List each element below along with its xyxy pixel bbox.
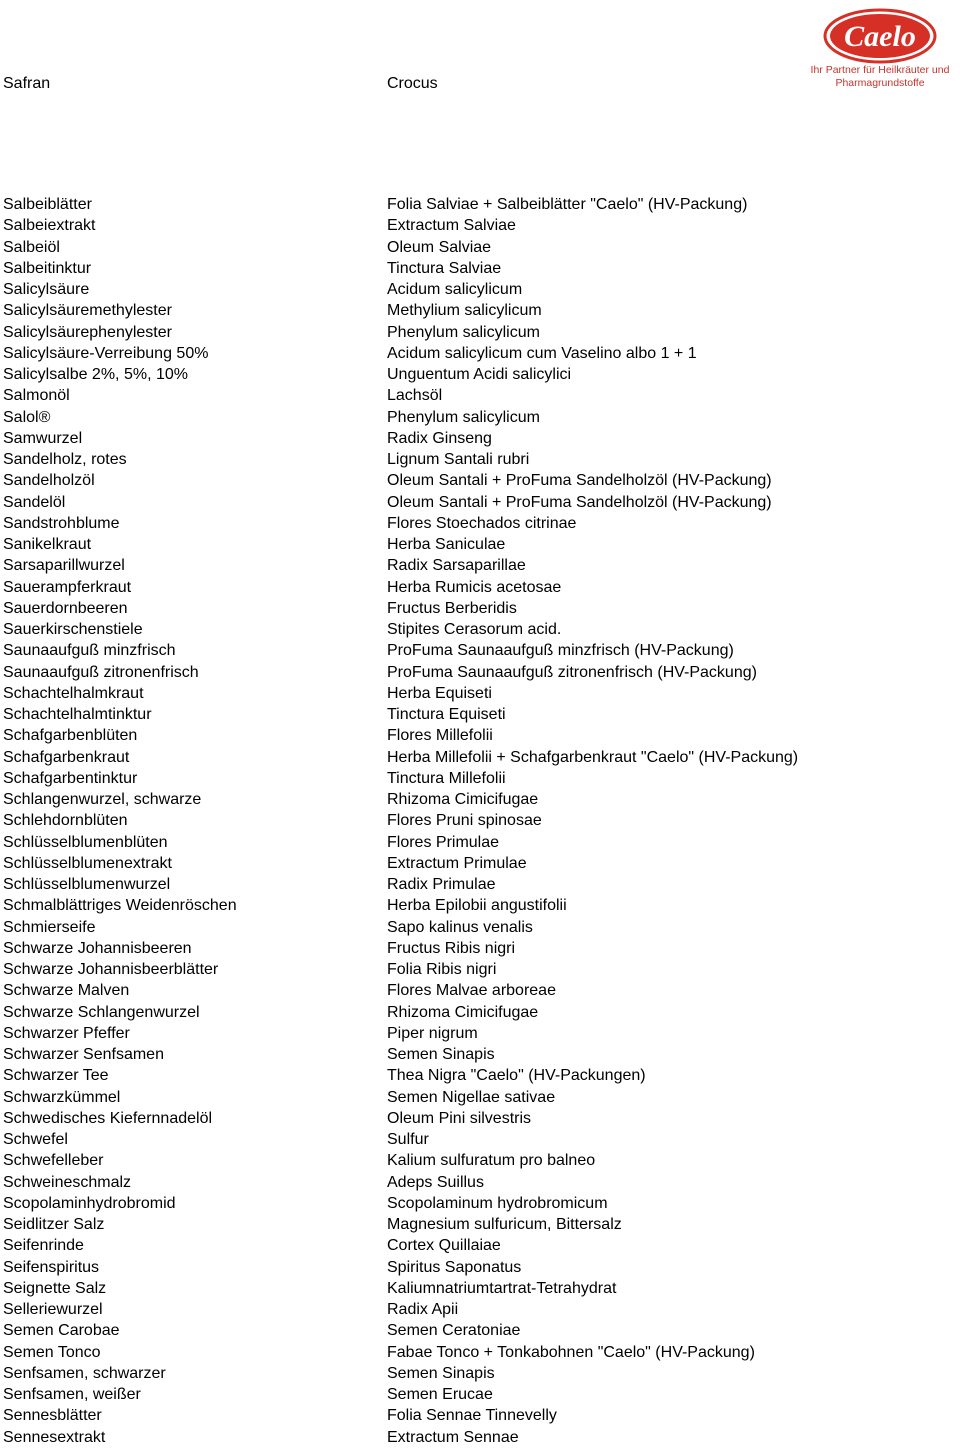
- list-item: [0, 598, 960, 619]
- list-item: [0, 492, 960, 513]
- latin-name: Flores Stoechados citrinae: [387, 514, 577, 532]
- list-item: [0, 194, 960, 215]
- german-name: Sennesblätter: [3, 1407, 102, 1425]
- latin-name: Acidum salicylicum cum Vaselino albo 1 + 1: [387, 344, 697, 362]
- german-name: Salmonöl: [3, 387, 70, 405]
- german-name: Semen Carobae: [3, 1322, 120, 1340]
- german-name: Senfsamen, schwarzer: [3, 1364, 166, 1382]
- list-item: [0, 980, 960, 1001]
- german-name: Salicylsäure: [3, 281, 90, 298]
- latin-name: Rhizoma Cimicifugae: [387, 1003, 539, 1021]
- german-name: Salbeitinktur: [3, 259, 92, 277]
- german-name: Seignette Salz: [3, 1279, 107, 1297]
- german-name: Seidlitzer Salz: [3, 1216, 105, 1233]
- latin-name: Folia Ribis nigri: [387, 961, 497, 978]
- latin-name: Fructus Berberidis: [387, 599, 517, 617]
- latin-name: Radix Sarsaparillae: [387, 557, 526, 575]
- list-item: [0, 407, 960, 428]
- latin-name: Folia Sennae Tinnevelly: [387, 1407, 557, 1425]
- list-item: [0, 1172, 960, 1193]
- german-name: Safran: [3, 75, 51, 92]
- list-item: [0, 1427, 960, 1448]
- latin-name: Adeps Suillus: [387, 1173, 484, 1191]
- list-item: [0, 555, 960, 576]
- latin-name: Herba Millefolii + Schafgarbenkraut "Caelo" (HV-Packung): [387, 748, 799, 766]
- list-item: [0, 1150, 960, 1171]
- german-name: Samwurzel: [3, 429, 83, 447]
- list-item: [0, 1065, 960, 1086]
- german-name: Schwedisches Kiefernnadelöl: [3, 1109, 213, 1127]
- list-item: [0, 874, 960, 895]
- list-item: [0, 1320, 960, 1341]
- list-item: [0, 683, 960, 704]
- latin-name: Lachsöl: [387, 387, 443, 405]
- german-name: Selleriewurzel: [3, 1301, 103, 1318]
- latin-name: Semen Sinapis: [387, 1046, 495, 1063]
- list-item: [0, 1214, 960, 1235]
- german-name: Schweineschmalz: [3, 1173, 132, 1191]
- german-name: Schlüsselblumenblüten: [3, 833, 168, 851]
- german-name: Sarsaparillwurzel: [3, 557, 125, 575]
- latin-name: Extractum Primulae: [387, 854, 527, 872]
- list-item: [0, 810, 960, 831]
- entry-list: [0, 194, 960, 1448]
- latin-name: Extractum Sennae: [387, 1428, 519, 1446]
- german-name: Salicylsäuremethylester: [3, 302, 172, 320]
- german-name: Senfsamen, weißer: [3, 1386, 141, 1403]
- german-name: Schwarze Schlangenwurzel: [3, 1003, 200, 1021]
- list-item: [0, 640, 960, 661]
- german-name: Sandelholz, rotes: [3, 451, 127, 468]
- german-name: Sauerdornbeeren: [3, 599, 128, 617]
- list-item: [0, 1342, 960, 1363]
- list-item: [0, 1384, 960, 1405]
- latin-name: Kalium sulfuratum pro balneo: [387, 1152, 596, 1170]
- german-name: Sanikelkraut: [3, 536, 92, 553]
- list-item: [0, 704, 960, 725]
- list-item: [0, 619, 960, 640]
- latin-name: Flores Pruni spinosae: [387, 812, 542, 830]
- list-item: [0, 279, 960, 300]
- list-item: [0, 258, 960, 279]
- list-item: [0, 959, 960, 980]
- list-item: [0, 1108, 960, 1129]
- german-name: Schlüsselblumenextrakt: [3, 854, 172, 872]
- latin-name: Tinctura Equiseti: [387, 706, 506, 723]
- latin-name: Methylium salicylicum: [387, 302, 542, 320]
- latin-name: Tinctura Salviae: [387, 259, 502, 277]
- german-name: Saunaaufguß zitronenfrisch: [3, 663, 199, 681]
- german-name: Sandstrohblume: [3, 514, 120, 532]
- latin-name: Oleum Santali + ProFuma Sandelholzöl (HV-Packung): [387, 472, 772, 490]
- latin-name: Semen Sinapis: [387, 1364, 495, 1382]
- latin-name: Thea Nigra "Caelo" (HV-Packungen): [387, 1067, 646, 1085]
- list-item: [0, 385, 960, 406]
- list-item: [0, 300, 960, 321]
- list-item: [0, 449, 960, 470]
- german-name: Sauerkirschenstiele: [3, 621, 143, 638]
- list-item: [0, 832, 960, 853]
- latin-name: ProFuma Saunaaufguß zitronenfrisch (HV-Packung): [387, 663, 757, 681]
- german-name: Schachtelhalmkraut: [3, 684, 144, 702]
- german-name: Seifenspiritus: [3, 1258, 100, 1276]
- list-item: [0, 895, 960, 916]
- latin-name: Sulfur: [387, 1131, 429, 1148]
- latin-name: Semen Nigellae sativae: [387, 1088, 556, 1106]
- latin-name: Flores Millefolii: [387, 727, 493, 745]
- german-name: Schwarze Malven: [3, 982, 130, 1000]
- latin-name: Kaliumnatriumtartrat-Tetrahydrat: [387, 1279, 617, 1297]
- latin-name: Herba Epilobii angustifolii: [387, 897, 567, 915]
- list-item: [0, 1235, 960, 1256]
- list-item: [0, 1405, 960, 1426]
- german-name: Semen Tonco: [3, 1343, 101, 1361]
- german-name: Schwarze Johannisbeeren: [3, 939, 192, 957]
- german-name: Sennesextrakt: [3, 1428, 106, 1446]
- german-name: Schafgarbentinktur: [3, 769, 138, 787]
- latin-name: Tinctura Millefolii: [387, 769, 506, 787]
- list-item: [0, 1299, 960, 1320]
- list-item: [0, 577, 960, 598]
- logo-brand-text: Caelo: [844, 20, 916, 53]
- german-name: Sandelöl: [3, 493, 66, 511]
- german-name: Schachtelhalmtinktur: [3, 706, 152, 723]
- logo-tagline-line-2: Pharmagrundstoffe: [835, 77, 925, 89]
- list-item: [0, 768, 960, 789]
- list-item: [0, 1278, 960, 1299]
- list-item: [0, 1257, 960, 1278]
- list-item: [0, 938, 960, 959]
- latin-name: Extractum Salviae: [387, 217, 516, 235]
- latin-name: Phenylum salicylicum: [387, 323, 540, 341]
- german-name: Scopolaminhydrobromid: [3, 1194, 176, 1212]
- german-name: Schwarze Johannisbeerblätter: [3, 961, 219, 978]
- german-name: Salicylsäurephenylester: [3, 323, 172, 341]
- list-item: [0, 1087, 960, 1108]
- latin-name: Fructus Ribis nigri: [387, 939, 516, 957]
- list-item: [0, 1023, 960, 1044]
- list-item: [0, 470, 960, 491]
- latin-name: Sapo kalinus venalis: [387, 918, 533, 936]
- latin-name: ProFuma Saunaaufguß minzfrisch (HV-Packung): [387, 642, 734, 660]
- german-name: Schlehdornblüten: [3, 812, 128, 830]
- latin-name: Spiritus Saponatus: [387, 1258, 522, 1276]
- list-item: [0, 1129, 960, 1150]
- latin-name: Herba Equiseti: [387, 684, 492, 702]
- latin-name: Radix Primulae: [387, 876, 496, 893]
- latin-name: Fabae Tonco + Tonkabohnen "Caelo" (HV-Packung): [387, 1343, 755, 1361]
- german-name: Schlangenwurzel, schwarze: [3, 791, 202, 808]
- list-item: [0, 662, 960, 683]
- latin-name: Rhizoma Cimicifugae: [387, 791, 539, 808]
- list-item: [0, 513, 960, 534]
- list-item: [0, 428, 960, 449]
- german-name: Salbeiblätter: [3, 196, 92, 213]
- latin-name: Magnesium sulfuricum, Bittersalz: [387, 1216, 622, 1233]
- latin-name: Oleum Salviae: [387, 238, 492, 256]
- latin-name: Acidum salicylicum: [387, 281, 523, 298]
- german-name: Schwarzer Senfsamen: [3, 1046, 164, 1063]
- list-item: [0, 1044, 960, 1065]
- list-item: [0, 215, 960, 236]
- german-name: Schwarzkümmel: [3, 1088, 121, 1106]
- german-name: Salbeiöl: [3, 238, 60, 256]
- german-name: Sandelholzöl: [3, 472, 95, 490]
- latin-name: Crocus: [387, 75, 438, 92]
- latin-name: Radix Ginseng: [387, 429, 492, 447]
- german-name: Schwarzer Tee: [3, 1067, 109, 1085]
- german-name: Schlüsselblumenwurzel: [3, 876, 171, 893]
- latin-name: Scopolaminum hydrobromicum: [387, 1194, 608, 1212]
- german-name: Schafgarbenblüten: [3, 727, 138, 745]
- german-name: Salol®: [3, 408, 51, 426]
- latin-name: Flores Malvae arboreae: [387, 982, 556, 1000]
- list-item: [0, 917, 960, 938]
- latin-name: Semen Erucae: [387, 1386, 493, 1403]
- german-name: Seifenrinde: [3, 1237, 84, 1255]
- header-entry: [0, 73, 960, 95]
- latin-name: Radix Apii: [387, 1301, 459, 1318]
- list-item: [0, 343, 960, 364]
- latin-name: Unguentum Acidi salicylici: [387, 366, 572, 383]
- german-name: Saunaaufguß minzfrisch: [3, 642, 176, 660]
- latin-name: Folia Salviae + Salbeiblätter "Caelo" (HV-Packung): [387, 196, 748, 213]
- logo-tagline-line-1: Ihr Partner für Heilkräuter und: [810, 64, 950, 76]
- german-name: Schwefel: [3, 1131, 68, 1148]
- list-item: [0, 789, 960, 810]
- german-name: Schwarzer Pfeffer: [3, 1024, 130, 1042]
- list-item: [0, 1363, 960, 1384]
- german-name: Sauerampferkraut: [3, 578, 132, 596]
- list-item: [0, 1002, 960, 1023]
- latin-name: Phenylum salicylicum: [387, 408, 540, 426]
- list-item: [0, 1193, 960, 1214]
- list-item: [0, 364, 960, 385]
- list-item: [0, 534, 960, 555]
- latin-name: Herba Rumicis acetosae: [387, 578, 562, 596]
- german-name: Schmalblättriges Weidenröschen: [3, 897, 237, 915]
- german-name: Schwefelleber: [3, 1152, 104, 1170]
- latin-name: Oleum Santali + ProFuma Sandelholzöl (HV-Packung): [387, 493, 772, 511]
- german-name: Schmierseife: [3, 918, 96, 936]
- list-item: [0, 322, 960, 343]
- caelo-logo-mark: [800, 8, 960, 64]
- german-name: Salicylsalbe 2%, 5%, 10%: [3, 366, 188, 383]
- latin-name: Oleum Pini silvestris: [387, 1109, 532, 1127]
- german-name: Schafgarbenkraut: [3, 748, 130, 766]
- german-name: Salicylsäure-Verreibung 50%: [3, 344, 209, 362]
- list-item: [0, 853, 960, 874]
- list-item: [0, 747, 960, 768]
- latin-name: Flores Primulae: [387, 833, 500, 851]
- german-name: Salbeiextrakt: [3, 217, 96, 235]
- latin-name: Cortex Quillaiae: [387, 1237, 501, 1255]
- list-item: [0, 237, 960, 258]
- latin-name: Herba Saniculae: [387, 536, 506, 553]
- latin-name: Lignum Santali rubri: [387, 451, 530, 468]
- latin-name: Stipites Cerasorum acid.: [387, 621, 562, 638]
- list-item: [0, 725, 960, 746]
- latin-name: Piper nigrum: [387, 1024, 478, 1042]
- latin-name: Semen Ceratoniae: [387, 1322, 521, 1340]
